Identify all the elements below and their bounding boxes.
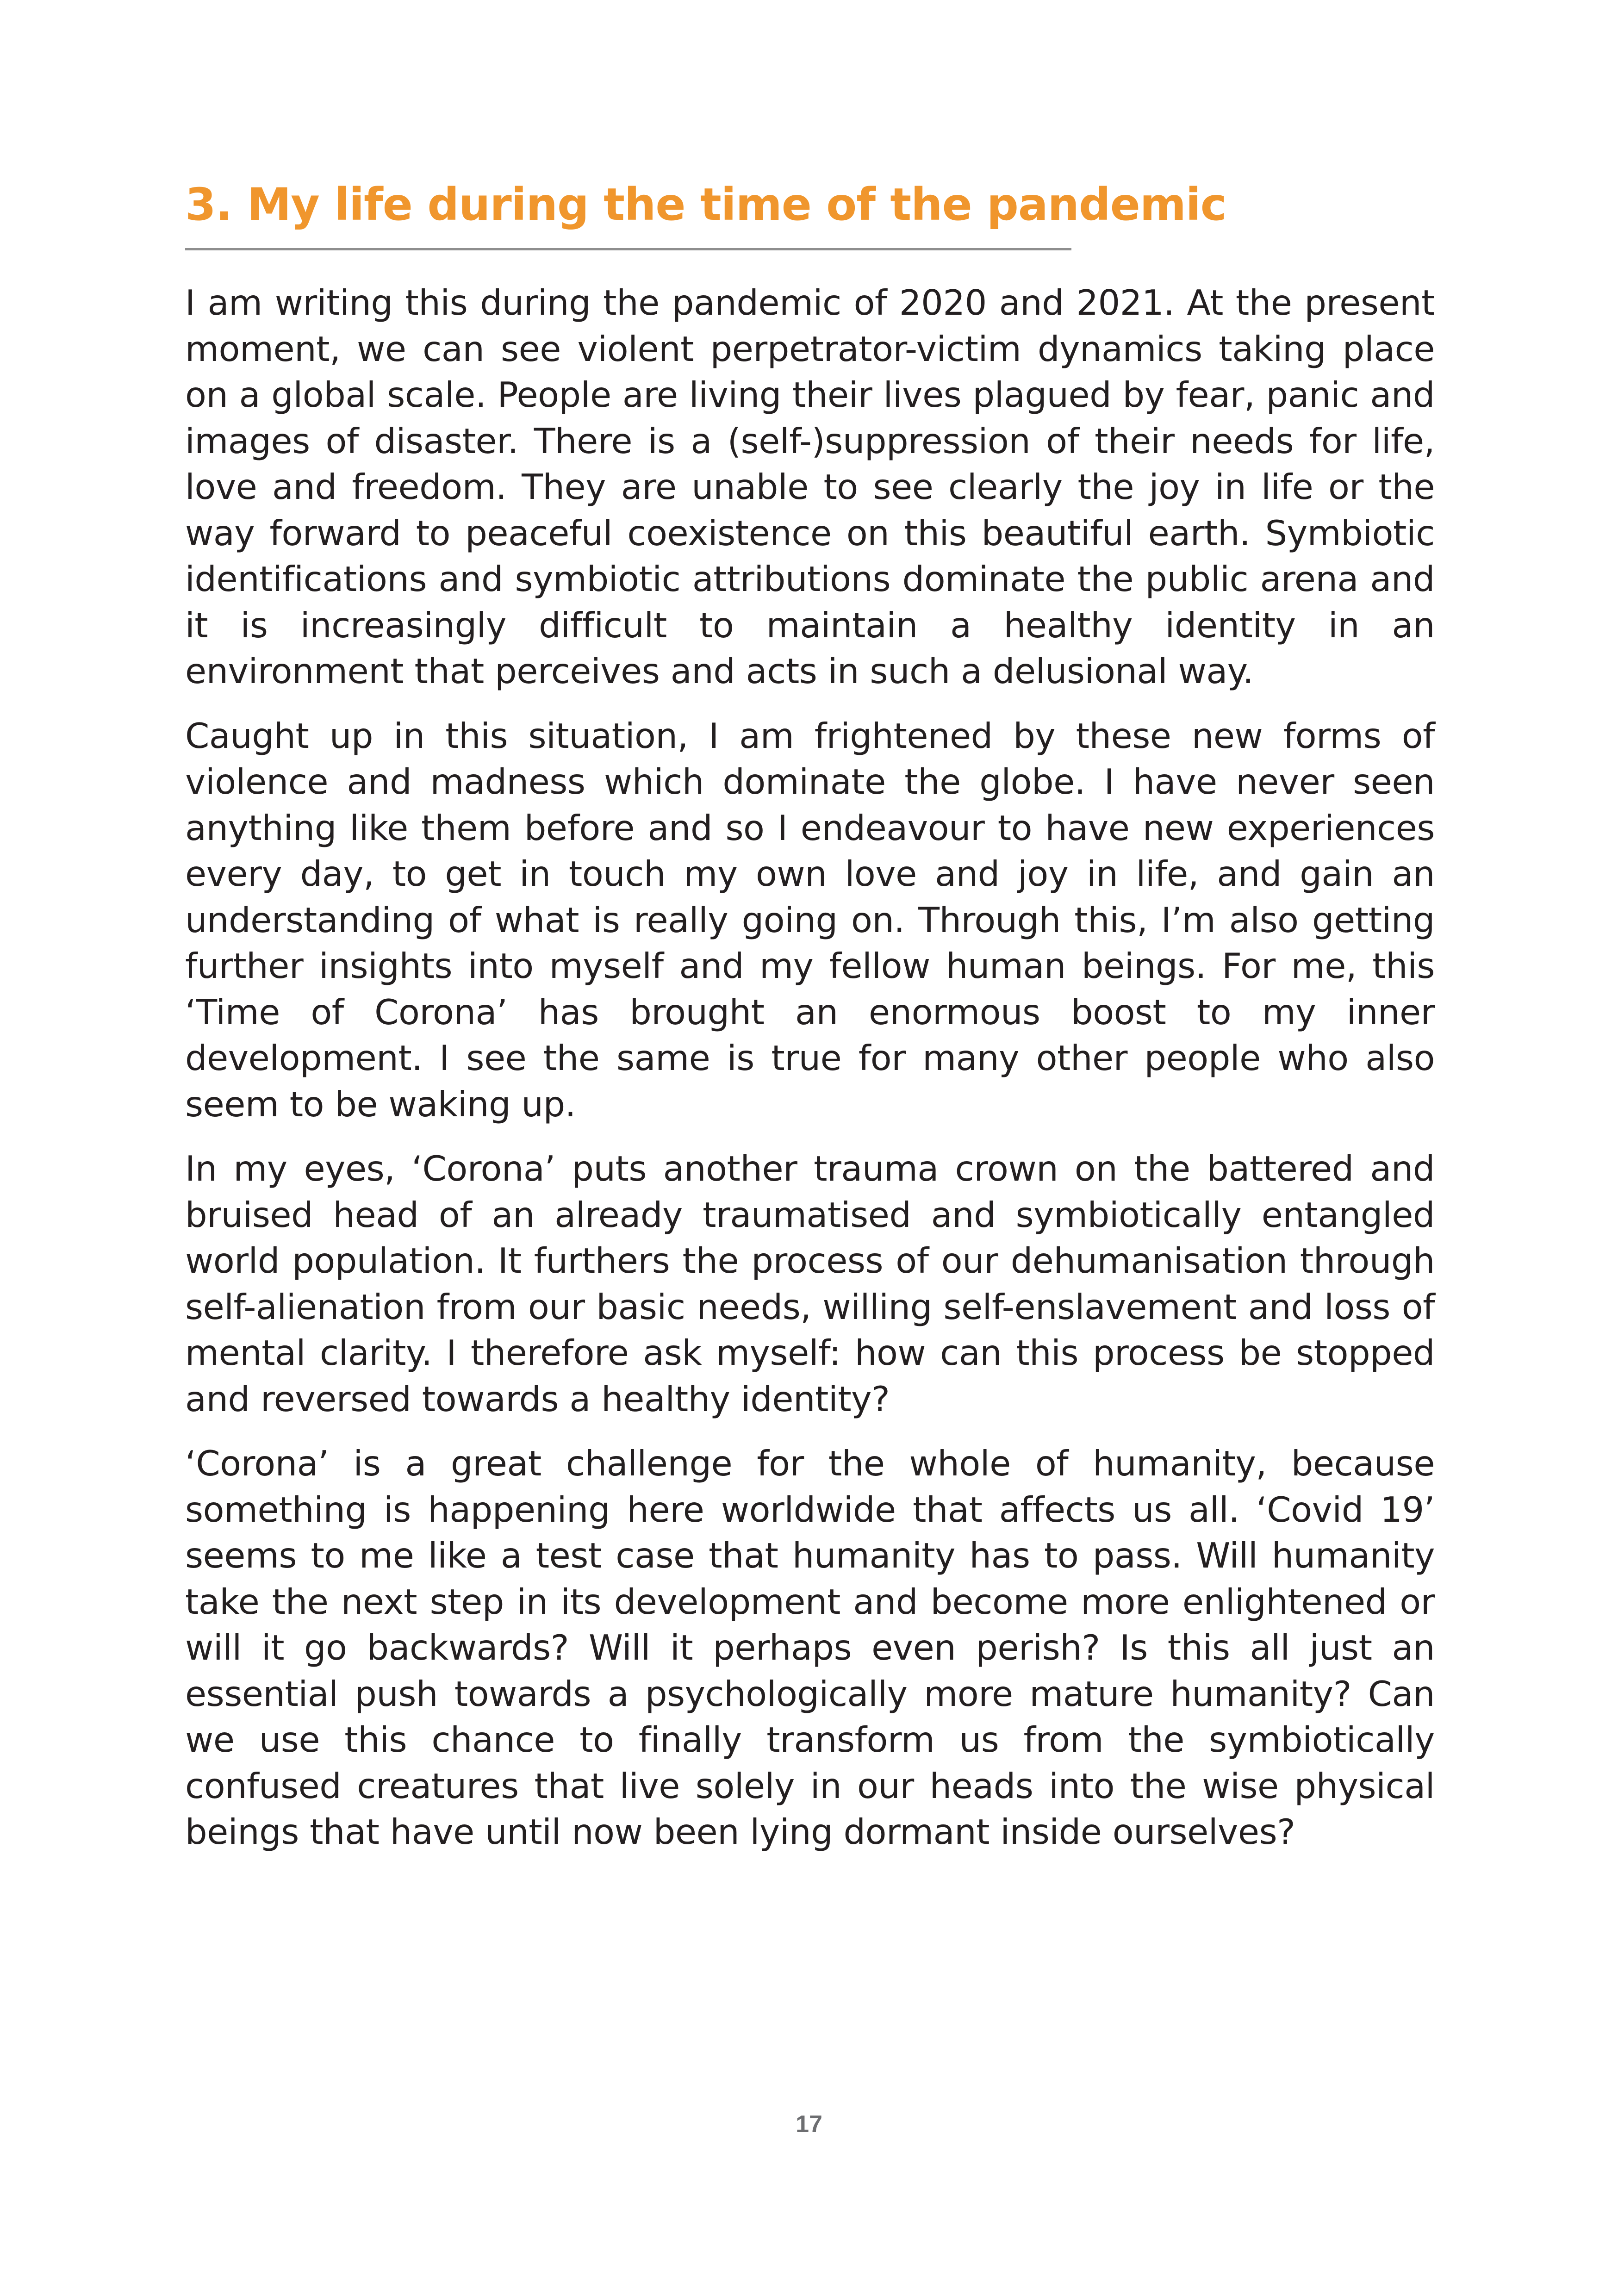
heading-underline <box>185 248 1071 250</box>
paragraph-4: ‘Corona’ is a great challenge for the whole of humanity, because something is happening here worldwide that affects us all. ‘Covid 19’ seems to me like a test case that humanity has to pass. Will humanity take the next step in its development and become more enlightened or will it go backwards? Will it perhaps even perish? Is this all just an essential push towards a psychologically more mature humanity? Can we use this chance to finally transform us from the symbiotically confused creatures that live solely in our heads into the wise physical beings that have until now been lying dormant inside ourselves? <box>185 1443 1435 1852</box>
paragraph-3: In my eyes, ‘Corona’ puts another trauma crown on the battered and bruised head of an already traumatised and symbiotically entangled world population. It furthers the process of our dehumanisation through self-alienation from our basic needs, willing self-enslavement and loss of mental clarity. I therefore ask myself: how can this process be stopped and reversed towards a healthy identity? <box>185 1148 1435 1419</box>
body-text <box>185 280 1435 1874</box>
section-heading: 3. My life during the time of the pandemic <box>185 179 1226 230</box>
paragraph-1: I am writing this during the pandemic of 2020 and 2021. At the present moment, we can see violent perpetrator-victim dynamics taking place on a global scale. People are living their lives plagued by fear, panic and images of disaster. There is a (self-)suppression of their needs for life, love and freedom. They are unable to see clearly the joy in life or the way forward to peaceful coexistence on this beautiful earth. Symbiotic identifications and symbiotic attributions dominate the public arena and it is increasingly difficult to maintain a healthy identity in an environment that perceives and acts in such a delusional way. <box>185 282 1435 691</box>
paragraph-2: Caught up in this situation, I am frightened by these new forms of violence and madness which dominate the globe. I have never seen anything like them before and so I endeavour to have new experiences every day, to get in touch my own love and joy in life, and gain an understanding of what is really going on. Through this, I’m also getting further insights into myself and my fellow human beings. For me, this ‘Time of Corona’ has brought an enormous boost to my inner development. I see the same is true for many other people who also seem to be waking up. <box>185 715 1435 1125</box>
page-number: 17 <box>796 2111 822 2138</box>
